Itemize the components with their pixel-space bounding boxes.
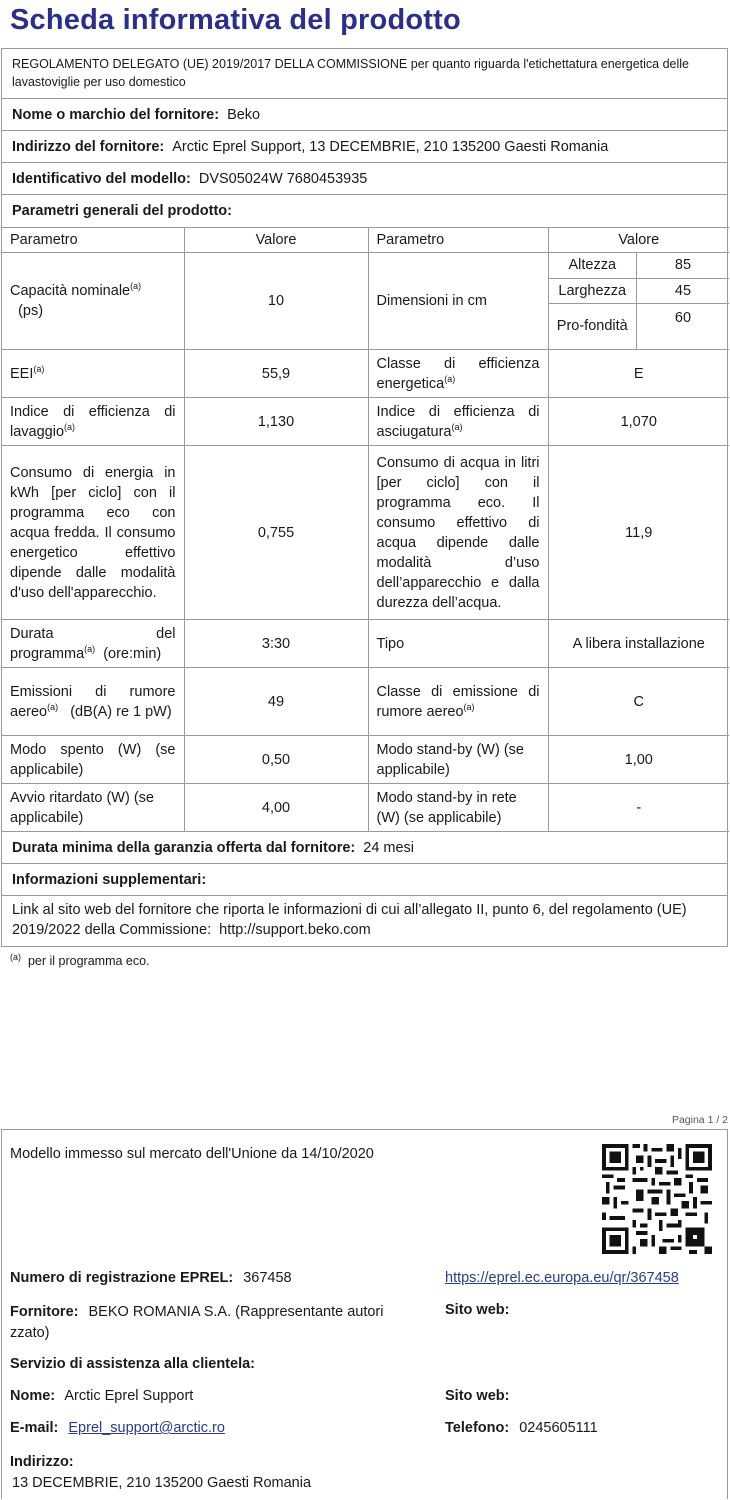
noise-label: Emissioni di rumore aereo$^{(a)}$ (dB(A) re 1 pW) bbox=[2, 668, 184, 736]
eei-label: EEI$^{(a)}$ bbox=[2, 350, 184, 398]
type-value: A libera installazione bbox=[548, 620, 729, 668]
eprel-value: 367458 bbox=[243, 1270, 292, 1286]
additional-info-row bbox=[2, 864, 727, 896]
noise-value: 49 bbox=[184, 668, 368, 736]
standby-label: Modo stand-by (W) (se applicabile) bbox=[368, 736, 548, 784]
height-value: 85 bbox=[637, 253, 730, 278]
indirizzo-value: 13 DECEMBRIE, 210 135200 Gaesti Romania bbox=[12, 1475, 312, 1491]
drying-value: 1,070 bbox=[548, 398, 729, 446]
off-mode-label: Modo spento (W) (se applicabile) bbox=[2, 736, 184, 784]
footnote-text: per il programma eco. bbox=[27, 954, 150, 968]
water-consumption-label: Consumo di acqua in litri [per ciclo] con il programma eco. Il consumo effettivo di acqua dipende dalle modalità d’uso dell’apparecchio e dalla durezza dell’acqua. bbox=[368, 446, 548, 620]
page-number: Pagina 1 / 2 bbox=[671, 1114, 728, 1126]
off-mode-value: 0,50 bbox=[184, 736, 368, 784]
indirizzo-row bbox=[10, 1452, 311, 1494]
supplier-value: Beko bbox=[227, 106, 261, 123]
network-standby-label: Modo stand-by in rete (W) (se applicabile) bbox=[368, 784, 548, 832]
link-text: Link al sito web del fornitore che riporta le informazioni di cui all’allegato II, punto 6, del regolamento (UE) 2019/2022 della Commissione: bbox=[12, 902, 687, 938]
depth-label: Pro-fondità bbox=[549, 303, 637, 349]
noise-class-value: C bbox=[548, 668, 729, 736]
supplier-label: Nome o marchio del fornitore: bbox=[12, 106, 220, 123]
header-value: Valore bbox=[184, 228, 368, 253]
eei-value: 55,9 bbox=[184, 350, 368, 398]
header-param: Parametro bbox=[2, 228, 184, 253]
email-row bbox=[10, 1420, 225, 1436]
capacity-label: Capacità nominale$^{(a)}$ (ps) bbox=[2, 253, 184, 350]
email-link[interactable]: Eprel_support@arctic.ro bbox=[68, 1420, 225, 1436]
fornitore-label: Fornitore: bbox=[10, 1304, 79, 1320]
indirizzo-label: Indirizzo: bbox=[10, 1454, 74, 1470]
drying-label: Indice di efficienza di asciugatura$^{(a)}$ bbox=[368, 398, 548, 446]
website-label-2: Sito web: bbox=[445, 1388, 510, 1404]
model-label: Identificativo del modello: bbox=[12, 170, 191, 187]
phone-row bbox=[445, 1420, 598, 1436]
cleaning-value: 1,130 bbox=[184, 398, 368, 446]
standby-value: 1,00 bbox=[548, 736, 729, 784]
contact-name-label: Nome: bbox=[10, 1388, 56, 1404]
phone-value: 0245605111 bbox=[519, 1420, 598, 1436]
support-link[interactable]: http://support.beko.com bbox=[219, 922, 371, 938]
noise-class-label: Classe di emissione di rumore aereo$^{(a)}$ bbox=[368, 668, 548, 736]
supplier-link-row bbox=[2, 896, 727, 946]
duration-label: Durata del programma$^{(a)}$ (ore:min) bbox=[2, 620, 184, 668]
delay-label: Avvio ritardato (W) (se applicabile) bbox=[2, 784, 184, 832]
contact-name-row bbox=[10, 1388, 193, 1404]
delay-value: 4,00 bbox=[184, 784, 368, 832]
contact-name-value: Arctic Eprel Support bbox=[64, 1388, 194, 1404]
energy-consumption-value: 0,755 bbox=[184, 446, 368, 620]
address-value: Arctic Eprel Support, 13 DECEMBRIE, 210 135200 Gaesti Romania bbox=[172, 138, 609, 155]
eprel-row bbox=[10, 1270, 292, 1286]
customer-service-heading: Servizio di assistenza alla clientela: bbox=[10, 1356, 255, 1372]
page-title: Scheda informativa del prodotto bbox=[10, 4, 461, 36]
footnote bbox=[10, 951, 150, 968]
market-date: Modello immesso sul mercato dell'Unione da 14/10/2020 bbox=[10, 1146, 374, 1162]
general-params-label: Parametri generali del prodotto: bbox=[12, 203, 232, 219]
network-standby-value: - bbox=[548, 784, 729, 832]
product-sheet bbox=[1, 48, 728, 947]
capacity-value: 10 bbox=[184, 253, 368, 350]
dimensions-label: Dimensioni in cm bbox=[368, 253, 548, 350]
address-label: Indirizzo del fornitore: bbox=[12, 138, 165, 155]
depth-value: 60 bbox=[674, 309, 692, 326]
water-consumption-value: 11,9 bbox=[548, 446, 729, 620]
header-value-2: Valore bbox=[548, 228, 729, 253]
regulation-text: REGOLAMENTO DELEGATO (UE) 2019/2017 DELLA COMMISSIONE per quanto riguarda l'etichettatura energetica delle lavastoviglie per uso domestico bbox=[2, 49, 727, 99]
warranty-value: 24 mesi bbox=[363, 839, 415, 856]
header-param-2: Parametro bbox=[368, 228, 548, 253]
width-value: 45 bbox=[637, 278, 730, 303]
type-label: Tipo bbox=[368, 620, 548, 668]
website-label: Sito web: bbox=[445, 1302, 510, 1318]
width-label: Larghezza bbox=[549, 278, 637, 303]
general-params-row bbox=[2, 195, 727, 227]
energy-class-value: E bbox=[548, 350, 729, 398]
warranty-row bbox=[2, 832, 727, 864]
eprel-url-link[interactable]: https://eprel.ec.europa.eu/qr/367458 bbox=[445, 1270, 679, 1286]
energy-class-label: Classe di efficienza energetica$^{(a)}$ bbox=[368, 350, 548, 398]
phone-label: Telefono: bbox=[445, 1420, 510, 1436]
params-table bbox=[2, 227, 729, 832]
eprel-label: Numero di registrazione EPREL: bbox=[10, 1270, 234, 1286]
duration-value: 3:30 bbox=[184, 620, 368, 668]
eprel-box bbox=[1, 1129, 728, 1499]
model-row bbox=[2, 163, 727, 195]
dimensions-values bbox=[548, 253, 729, 350]
energy-consumption-label: Consumo di energia in kWh [per ciclo] con il programma eco con acqua fredda. Il consumo energetico effettivo dipende dalle modalità d'uso dell'apparecchio. bbox=[2, 446, 184, 620]
email-label: E-mail: bbox=[10, 1420, 59, 1436]
height-label: Altezza bbox=[549, 253, 637, 278]
footnote-marker: (a) bbox=[10, 951, 21, 962]
fornitore-row bbox=[10, 1302, 420, 1344]
cleaning-label: Indice di efficienza di lavaggio$^{(a)}$ bbox=[2, 398, 184, 446]
fornitore-value: BEKO ROMANIA S.A. (Rappresentante autori zzato) bbox=[10, 1304, 384, 1341]
warranty-label: Durata minima della garanzia offerta dal fornitore: bbox=[12, 839, 356, 856]
model-value: DVS05024W 7680453935 bbox=[198, 170, 368, 187]
address-row bbox=[2, 131, 727, 163]
qr-code-icon[interactable] bbox=[602, 1144, 712, 1254]
supplier-row bbox=[2, 99, 727, 131]
additional-info-label: Informazioni supplementari: bbox=[12, 871, 207, 888]
